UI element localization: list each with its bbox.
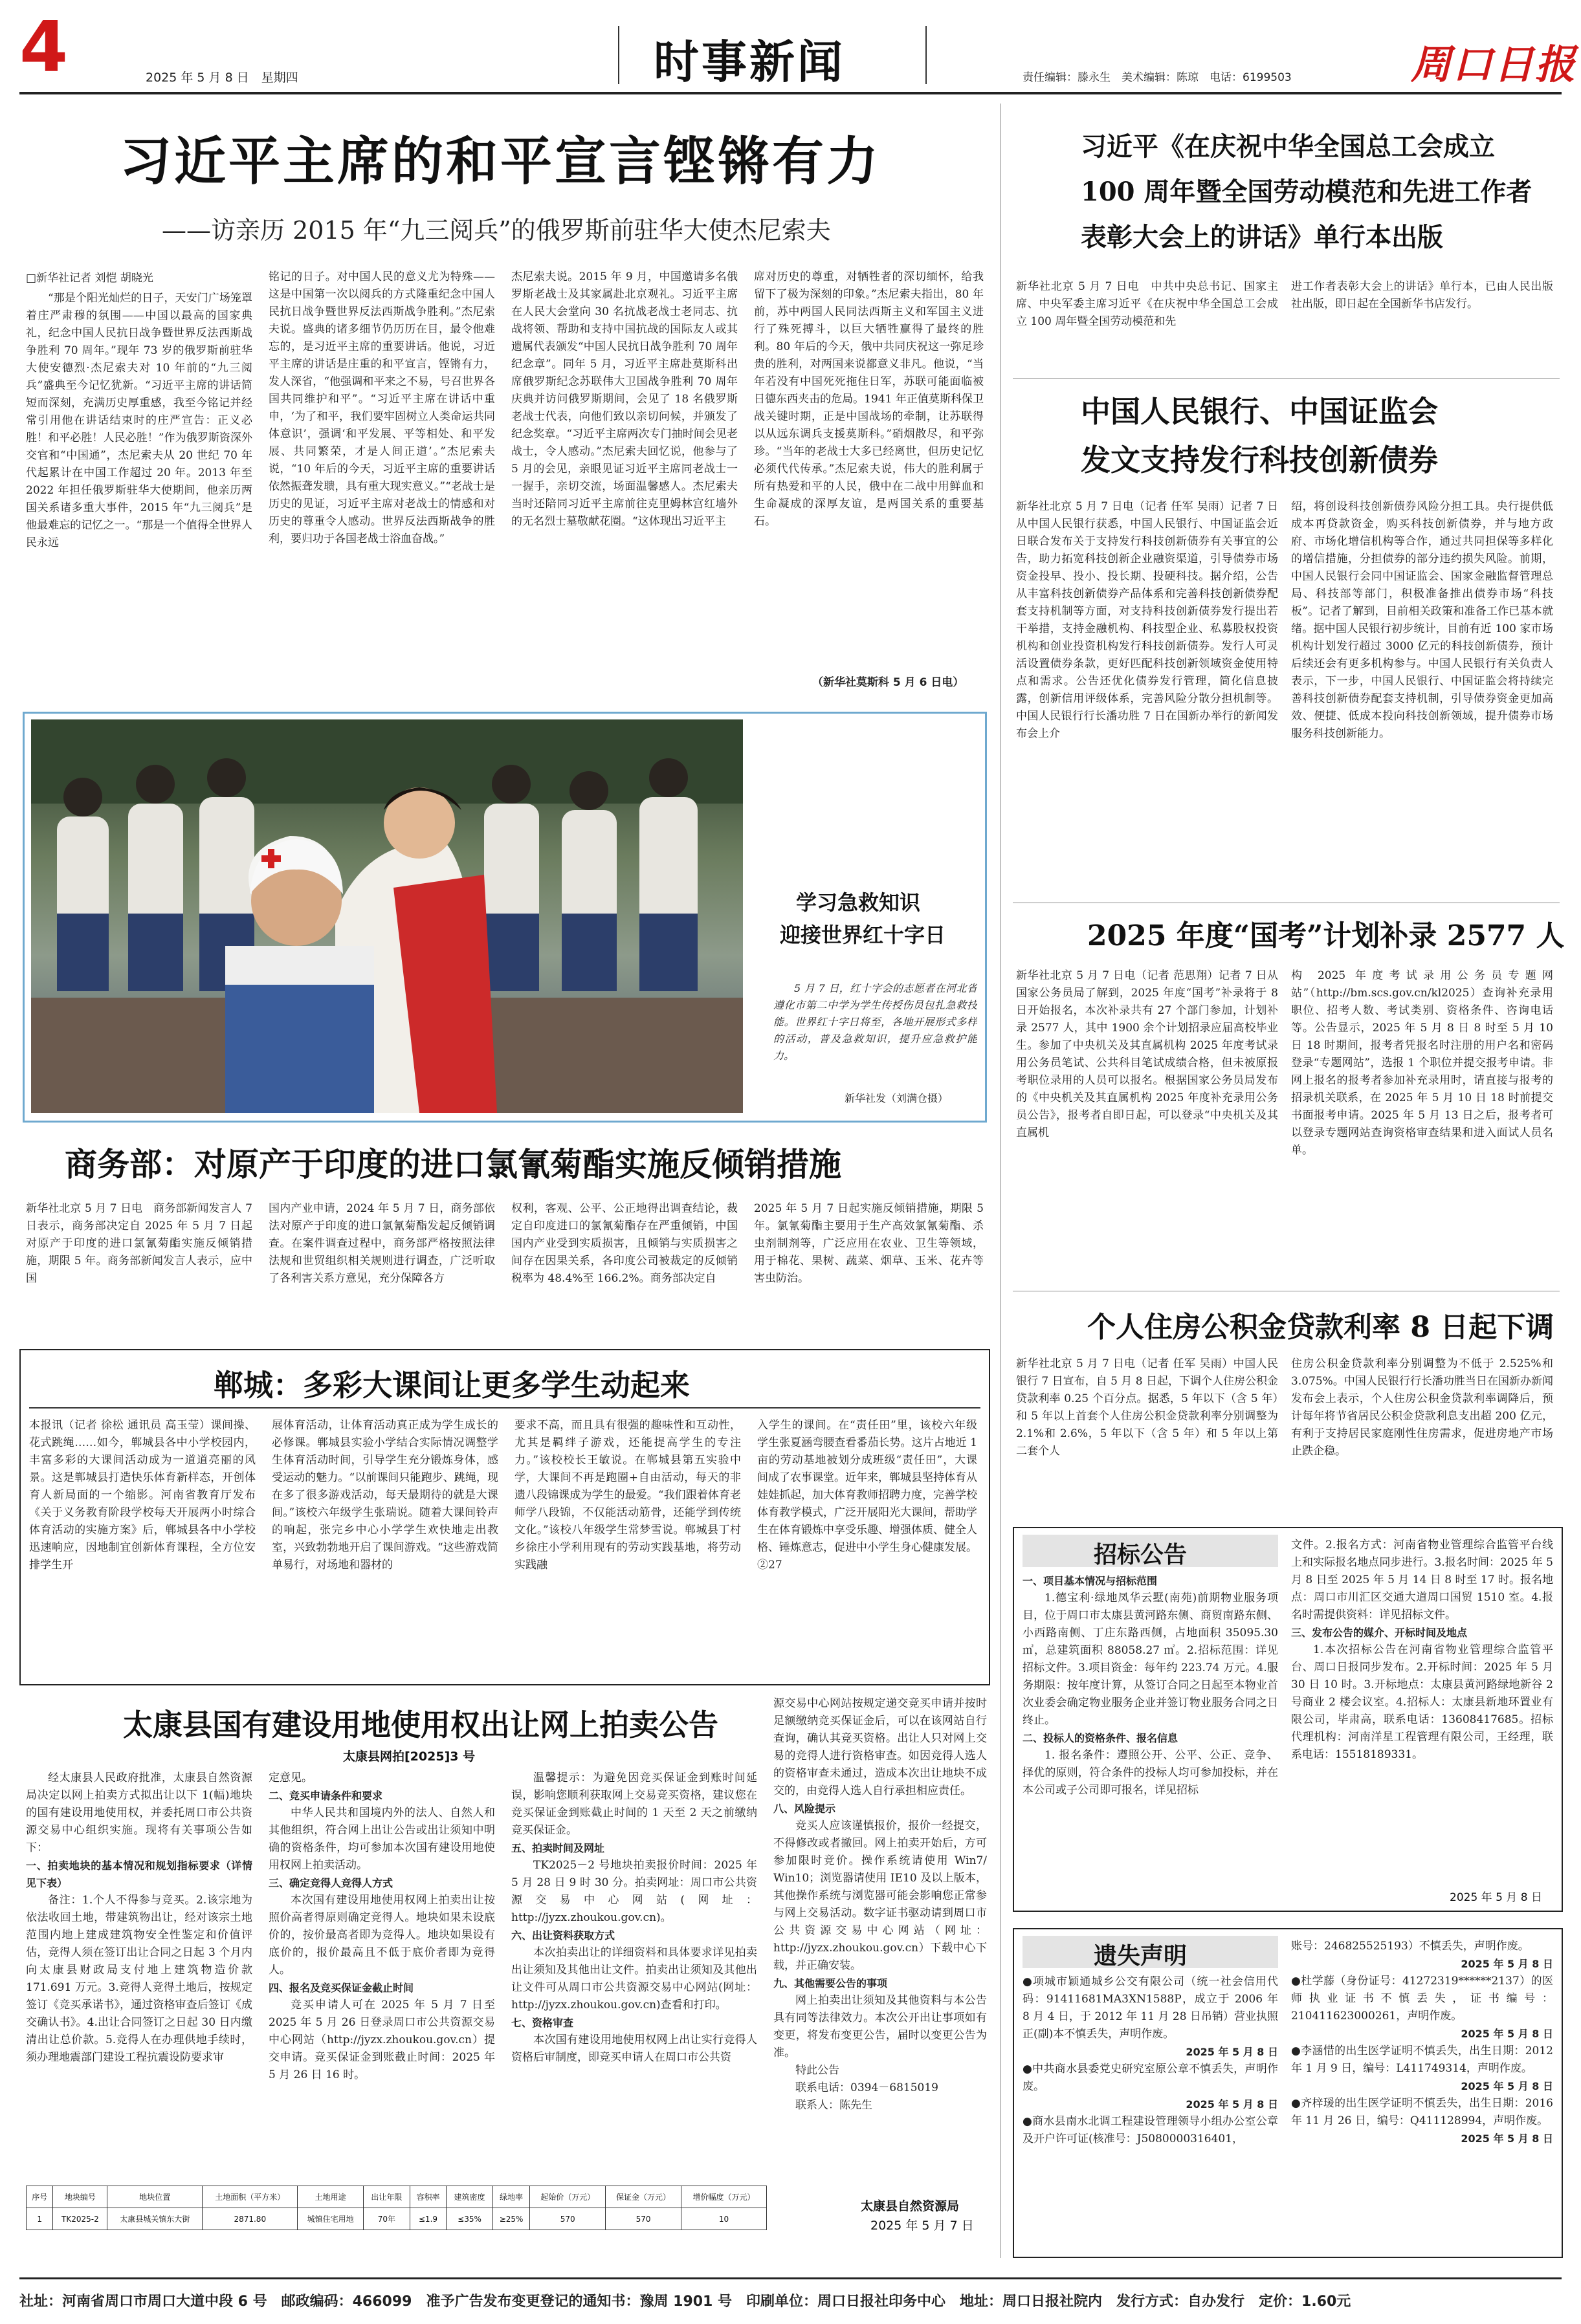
guokao-column: 构 2025 年度考试录用公务员专题网站”（http://bm.scs.gov.cn/kl2025）查询补充录用职位、招考人数、考试类别、资格条件、咨询电话等。公告显示，2025 年 5 月 8 日 8 时至 5 月 10 日 18 时期间，报考者凭报名时注册的用户名和密码登录“专题网站”，选报 1 个职位并提交报考申请。非网上报名的报考者参加补充录用时，请直接与报考的招录机关联系，在 2025 年 5 月 10 日 18 时前提交书面报考申请。2025 年 5 月 13 日之后，报考者可以登录专题网站查询资格审查结果和进入面试人员名单。 xyxy=(1291,969,1553,1157)
auction-heading: 九、其他需要公告的事项 xyxy=(773,1977,888,1990)
tender-date: 2025 年 5 月 8 日 xyxy=(1450,1891,1542,1904)
table-row xyxy=(27,2208,767,2230)
footer-rule xyxy=(19,2277,1562,2279)
lost-item-date: 2025 年 5 月 8 日 xyxy=(1461,2132,1553,2145)
tender-text: 1. 报名条件：遵照公开、公平、公正、竞争、择优的原则，符合条件的投标人均可参加投标，并在本公司或子公司即可报名，详见招标 xyxy=(1023,1749,1278,1797)
fund-column: 住房公积金贷款利率分别调整为不低于 2.525%和 3.075%。中国人民银行行长潘功胜当日在国新办新闻发布会上表示，个人住房公积金贷款利率调降后，预计每年将节省居民公积金贷款利息支出超 200 亿元，有利于支持居民家庭刚性住房需求，促进房地产市场止跌企稳。 xyxy=(1291,1357,1553,1458)
lost-column-left xyxy=(1023,1973,1278,2252)
lost-item: ●齐梓瑗的出生医学证明不慎丢失，出生日期：2016 年 11 月 26 日，编号：Q411128994，声明作废。 xyxy=(1291,2097,1553,2127)
auction-heading: 一、拍卖地块的基本情况和规划指标要求（详情见下表） xyxy=(26,1859,252,1889)
auction-text: TK2025－2 号地块拍卖报价时间：2025 年 5 月 28 日 9 时 30 分。拍卖网址：周口市公共资源交易中心网站(网址：http://jyzx.zhoukou.gov.cn)。 xyxy=(511,1859,757,1924)
lead-column: 杰尼索夫说。2015 年 9 月，中国邀请多名俄罗斯老战士及其家属赴北京观礼。习近平主席在人民大会堂向 30 名抗战老战士老同志、抗战将领、帮助和支持中国抗战的国际友人或其遗属代表颁发“中国人民抗日战争胜利 70 周年纪念章”。同年 5 月，习近平主席赴莫斯科出席俄罗斯纪念苏联伟大卫国战争胜利 70 周年庆典并访问俄罗斯期间，会见了 18 名俄罗斯老战士代表，向他们致以亲切问候，并颁发了纪念奖章。“习近平主席两次专门抽时间会见老战士，令人感动。”杰尼索夫回忆说，他参与了 5 月的会见，亲眼见证习近平主席同老战士一一握手，亲切交流，场面温馨感人。杰尼索夫当时还陪同习近平主席前往克里姆林宫红墙外的无名烈士墓敬献花圈。“这体现出习近平主 xyxy=(511,270,738,528)
lead-column: “那是个阳光灿烂的日子，天安门广场笼罩着庄严肃穆的氛围——中国以最高的国家典礼，纪念中国人民抗日战争暨世界反法西斯战争胜利 70 周年。”现年 73 岁的俄罗斯前驻华大使安德烈·杰尼索夫对 10 年前的“九三阅兵”盛典至今记忆犹新。“习近平主席的讲话简短而深刻，充满历史厚重感，我至今铭记并经常引用他在讲话结束时的庄严宣告：正义必胜！和平必胜！人民必胜！”作为俄罗斯资深外交官和“中国通”，杰尼索夫从 20 世纪 70 年代起累计在中国工作超过 20 年。2013 年至 2022 年担任俄罗斯驻华大使期间，他亲历两国关系诸多重大事件，2015 年“九三阅兵”是他最难忘的记忆之一。“那是一个值得全世界人民永远 xyxy=(26,292,252,549)
auction-heading: 四、报名及竞买保证金截止时间 xyxy=(269,1982,414,1994)
table-header-cell: 容积率 xyxy=(410,2186,447,2208)
dancheng-column: 本报讯（记者 徐松 通讯员 高玉莹）课间操、花式跳绳……如今，郸城县各中小学校园内，丰富多彩的大课间活动成为一道道亮丽的风景。这是郸城县打造快乐体育新样态，开创体育人新局面的一个缩影。河南省教育厅发布《关于义务教育阶段学校每天开展两小时综合体育活动的实施方案》后，郸城县各中小学校迅速响应，因地制宜创新体育课程，全方位安排学生开 xyxy=(29,1419,256,1572)
tender-heading: 三、发布公告的媒介、开标时间及地点 xyxy=(1291,1627,1468,1639)
photo-title: 迎接世界红十字日 xyxy=(780,923,946,947)
section-title: 时事新闻 xyxy=(654,35,845,89)
lost-item: ●商水县南水北调工程建设管理领导小组办公室公章及开户许可证(核准号：J5080000316401， xyxy=(1023,2115,1278,2145)
table-header-cell: 序号 xyxy=(27,2186,53,2208)
table-header-cell: 起始价（万元） xyxy=(530,2186,606,2208)
book-column: 新华社北京 5 月 7 日电 中共中央总书记、国家主席、中央军委主席习近平《在庆祝中华全国总工会成立 100 周年暨全国劳动模范和先 xyxy=(1016,280,1278,328)
guokao-headline: 2025 年度“国考”计划补录 2577 人 xyxy=(1087,919,1565,952)
header-divider xyxy=(618,26,619,84)
auction-heading: 二、竞买申请条件和要求 xyxy=(269,1790,383,1802)
auction-signature: 太康县自然资源局 xyxy=(861,2199,960,2213)
lost-item-date: 2025 年 5 月 8 日 xyxy=(1186,2098,1278,2110)
table-cell: 城镇住宅用地 xyxy=(298,2208,364,2230)
table-cell: ≤1.9 xyxy=(410,2208,447,2230)
auction-headline: 太康县国有建设用地使用权出让网上拍卖公告 xyxy=(123,1707,718,1742)
auction-text: 备注：1.个人不得参与竞买。2.该宗地为依法收回土地，带建筑物出让，经对该宗土地范围内地上建成建筑物安全性鉴定和价值评估，竞得人须在签订出让合同之日起 3 个月内向太康县财政局支付地上建筑物造价款 171.691 万元。3.竞得人竞得土地后，按规定签订《竞买承诺书》，通过资格审查后签订《成交确认书》。4.出让合同签订之日起 30 日内缴清出让总价款。5.竞得人在办理供地手续时，须办理地震部门建设工程抗震设防要求审 xyxy=(26,1894,252,2064)
auction-contact: 联系电话：0394－6815019 xyxy=(795,2081,938,2094)
lead-subtitle: ——访亲历 2015 年“九三阅兵”的俄罗斯前驻华大使杰尼索夫 xyxy=(162,216,831,245)
bank-column: 新华社北京 5 月 7 日电（记者 任军 吴雨）记者 7 日从中国人民银行获悉，中国人民银行、中国证监会近日联合发布关于支持发行科技创新债券有关事宜的公告，助力拓宽科技创新企业融资渠道，引导债券市场资金投早、投小、投长期、投硬科技。据介绍，公告从丰富科技创新债券产品体系和完善科技创新债券配套支持机制等方面，对支持科技创新债券发行提出若干举措，支持金融机构、科技型企业、私募股权投资机构和创业投资机构发行科技创新债券。发行人可灵活设置债券条款，更好匹配科技创新领域资金使用特点和需求。公告还优化债券发行管理，简化信息披露，创新信用评级体系，完善风险分散分担机制等。中国人民银行行长潘功胜 7 日在国新办举行的新闻发布会上介 xyxy=(1016,500,1278,740)
auction-heading: 三、确定竞得人竞得人方式 xyxy=(269,1877,393,1889)
tender-headline: 招标公告 xyxy=(1094,1541,1188,1568)
bank-headline: 发文支持发行科技创新债券 xyxy=(1081,443,1438,477)
commerce-column: 新华社北京 5 月 7 日电 商务部新闻发言人 7 日表示，商务部决定自 2025 年 5 月 7 日起对原产于印度的进口氯氰菊酯实施反倾销措施，期限 5 年。商务部新闻发言人表示，应中国 xyxy=(26,1202,252,1285)
bank-column: 绍，将创设科技创新债券风险分担工具。央行提供低成本再贷款资金，购买科技创新债券，并与地方政府、市场化增信机构等合作，通过共同担保等多样化的增信措施，分担债券的部分违约损失风险。前期，中国人民银行会同中国证监会、国家金融监督管理总局、科技部等部门，积极准备推出债券市场“科技板”。记者了解到，目前相关政策和准备工作已基本就绪。据中国人民银行初步统计，目前有近 100 家市场机构计划发行超过 3000 亿元的科技创新债券，预计后续还会有更多机构参与。中国人民银行有关负责人表示，下一步，中国人民银行、中国证监会将持续完善科技创新债券配套支持机制，引导债券资金更加高效、便捷、低成本投向科技创新领域，提升债券市场服务科技创新能力。 xyxy=(1291,500,1553,740)
auction-text: 中华人民共和国境内外的法人、自然人和其他组织，符合网上出让公告或出让须知中明确的资格条件，均可参加本次国有建设用地使用权网上拍卖活动。 xyxy=(269,1806,495,1872)
auction-text: 网上拍卖出让须知及其他资料与本公告具有同等法律效力。本次公开出让事项如有变更，将发布变更公告，届时以变更公告为准。 xyxy=(773,1994,987,2059)
auction-contact: 联系人：陈先生 xyxy=(795,2099,872,2112)
lost-item: ●杜学藤（身份证号：41272319******2137）的医师执业证书不慎丢失，证书编号：210411623000261，声明作废。 xyxy=(1291,1975,1553,2023)
commerce-column: 2025 年 5 月 7 日起实施反倾销措施，期限 5 年。氯氰菊酯主要用于生产高效氯氰菊酯、杀虫剂制剂等，广泛应用在农业、卫生等领域，用于棉花、果树、蔬菜、烟草、玉米、花卉等害虫防治。 xyxy=(754,1202,984,1285)
auction-text: 定意见。 xyxy=(269,1771,313,1784)
lead-byline: □新华社记者 刘恺 胡晓光 xyxy=(26,272,153,285)
table-cell: 70年 xyxy=(364,2208,410,2230)
auction-heading: 六、出让资料获取方式 xyxy=(511,1929,615,1942)
lost-item-date: 2025 年 5 月 8 日 xyxy=(1186,2046,1278,2058)
table-cell: 570 xyxy=(606,2208,681,2230)
photo-illustration xyxy=(31,719,743,1113)
auction-heading: 五、拍卖时间及网址 xyxy=(511,1842,605,1854)
table-header-cell: 地块位置 xyxy=(107,2186,203,2208)
book-headline: 100 周年暨全国劳动模范和先进工作者 xyxy=(1081,177,1532,207)
tender-text: 文件。2.报名方式：河南省物业管理综合监管平台线上和实际报名地点同步进行。3.报名时间：2025 年 5 月 8 日至 2025 年 5 月 14 日 8 时至 17 时。报名地点：周口市川汇区交通大道周口国贸 1510 室。4.报名时需提供资料：详见招标文件。 xyxy=(1291,1539,1553,1621)
lost-item: 账号：246825525193）不慎丢失，声明作废。 xyxy=(1291,1940,1529,1953)
guokao-column: 新华社北京 5 月 7 日电（记者 范思翔）记者 7 日从国家公务员局了解到，2025 年度“国考”补录将于 8 日开始报名，本次补录共有 27 个部门参加，计划补录 2577 人，其中 1900 余个计划招录应届高校毕业生。参加了中央机关及其直属机构 2025 年度考试录用公务员笔试、公共科目笔试成绩合格，但未被原报考职位录用的人员可以报名。根据国家公务员局发布的《中央机关及其直属机构 2025 年度补充录用公务员公告》，报考者自即日起，可以登录“中央机关及其直属机 xyxy=(1016,969,1278,1139)
table-cell: ≤35% xyxy=(447,2208,493,2230)
table-header-cell: 增价幅度（万元） xyxy=(681,2186,766,2208)
tender-text: 1.德宝利·绿地凤华云墅(南苑)前期物业服务项目，位于周口市太康县黄河路东侧、商贸南路东侧、小西路南侧、丁庄东路西侧，占地面积 35095.30 ㎡，总建筑面积 88058.27 ㎡。2.招标范围：详见招标文件。3.项目资金：每年约 223.74 万元。4.服务期限：按年度计算，从签订合同之日起至本物业首次业委会确定物业服务企业并签订物业服务合同之日终止。 xyxy=(1023,1592,1278,1727)
commerce-column: 权利，客观、公平、公正地得出调查结论，裁定自印度进口的氯氰菊酯存在严重倾销，中国国内产业受到实质损害，且倾销与实质损害之间存在因果关系，各印度公司被裁定的反倾销税率为 48.4%至 166.2%。商务部决定自 xyxy=(511,1202,738,1285)
auction-text: 本次国有建设用地使用权网上出让实行竞得人资格后审制度，即竞买申请人在周口市公共资 xyxy=(511,2034,757,2064)
auction-column xyxy=(511,1770,757,2209)
bank-headline: 中国人民银行、中国证监会 xyxy=(1081,394,1438,429)
dancheng-column: 入学生的课间。在“责任田”里，该校六年级学生张夏涵弯腰查看番茄长势。这片占地近 1 亩的劳动基地被划分成班级“责任田”，大课间成了农事课堂。近年来，郸城县坚持体育从娃娃抓起，加大体育教师招聘力度，完善学校体育教学模式，广泛开展阳光大课间，帮助学生在体育锻炼中享受乐趣、增强体质、健全人格、锤炼意志，促进中小学生身心健康发展。②27 xyxy=(757,1419,977,1572)
lost-item: ●项城市颖通城乡公交有限公司（统一社会信用代码：91411681MA3XN1588P，成立于 2006 年 8 月 4 日，于 2012 年 11 月 28 日吊销）营业执照正(副)本不慎丢失，声明作废。 xyxy=(1023,1975,1278,2041)
section-rule xyxy=(1013,378,1560,379)
lost-column-right xyxy=(1291,1938,1553,2252)
table-cell: TK2025-2 xyxy=(53,2208,107,2230)
auction-column xyxy=(26,1770,252,2209)
table-header-cell: 土地用途 xyxy=(298,2186,364,2208)
table-cell: 2871.80 xyxy=(203,2208,298,2230)
auction-column xyxy=(773,1695,987,2187)
table-header-cell: 地块编号 xyxy=(53,2186,107,2208)
lost-item: ●中共商水县委党史研究室原公章不慎丢失，声明作废。 xyxy=(1023,2063,1278,2093)
dancheng-headline: 郸城：多彩大课间让更多学生动起来 xyxy=(214,1368,690,1403)
book-headline: 习近平《在庆祝中华全国总工会成立 xyxy=(1081,131,1495,162)
table-cell: 1 xyxy=(27,2208,53,2230)
table-header-cell: 出让年限 xyxy=(364,2186,410,2208)
lead-source: （新华社莫斯科 5 月 6 日电） xyxy=(812,676,964,689)
auction-code: 太康县网拍[2025]3 号 xyxy=(343,1749,476,1764)
table-header-cell: 绿地率 xyxy=(492,2186,529,2208)
auction-text: 温馨提示：为避免因竞买保证金到账时间延误，影响您顺利获取网上交易竞买资格，建议您在竞买保证金到账截止时间的 1 天至 2 天之前缴纳竞买保证金。 xyxy=(511,1771,757,1837)
auction-column xyxy=(269,1770,495,2209)
auction-heading: 八、风险提示 xyxy=(773,1803,836,1815)
issue-date: 2025 年 5 月 8 日 星期四 xyxy=(146,71,298,85)
dancheng-column: 展体育活动，让体育活动真正成为学生成长的必修课。郸城县实验小学结合实际情况调整学生体育活动时间，引导学生充分锻炼身体，感受运动的魅力。“以前课间只能跑步、跳绳，现在多了很多游戏活动，每天最期待的就是大课间。”该校六年级学生张瑞说。随着大课间铃声的响起，张完乡中心小学学生欢快地走出教室，兴致勃勃地开启了课间游戏。“这些游戏简单易行，对场地和器材的 xyxy=(272,1419,498,1572)
newspaper-logo: 周口日报 xyxy=(1411,41,1577,88)
fund-column: 新华社北京 5 月 7 日电（记者 任军 吴雨）中国人民银行 7 日宣布，自 5 月 8 日起，下调个人住房公积金贷款利率 0.25 个百分点。据悉，5 年以下（含 5 年）和 5 年以上首套个人住房公积金贷款利率分别调整为 2.1%和 2.6%，5 年以下（含 5 年）和 5 年以上第二套个人 xyxy=(1016,1357,1278,1458)
dancheng-rule xyxy=(29,1407,980,1409)
table-header-cell: 建筑密度 xyxy=(447,2186,493,2208)
news-photo xyxy=(31,719,743,1113)
tender-heading: 一、项目基本情况与招标范围 xyxy=(1023,1575,1158,1587)
auction-table xyxy=(26,2186,767,2230)
lost-item-date: 2025 年 5 月 8 日 xyxy=(1461,2080,1553,2092)
photo-caption: 5 月 7 日，红十字会的志愿者在河北省遵化市第二中学为学生传授伤员包扎急救技能。世界红十字日将至，各地开展形式多样的活动，普及急救知识，提升应急救护能力。 xyxy=(773,982,977,1062)
table-cell: 570 xyxy=(530,2208,606,2230)
table-cell: ≥25% xyxy=(492,2208,529,2230)
lead-column: 铭记的日子。对中国人民的意义尤为特殊——这是中国第一次以阅兵的方式隆重纪念中国人民抗日战争暨世界反法西斯战争胜利。”杰尼索夫说。盛典的诸多细节仍历历在目，最令他难忘的，是习近平主席的重要讲话。他说，习近平主席的讲话是庄重的和平宣言，铿锵有力，发人深省，“他强调和平来之不易，号召世界各国共同维护和平”。“习近平主席在讲话中重申，‘为了和平，我们要牢固树立人类命运共同体意识’，强调‘和平发展、平等相处、和平发展、共同繁荣，才是人间正道’。”杰尼索夫说，“10 年后的今天，习近平主席的重要讲话依然振聋发聩，具有重大现实意义。”“老战士是历史的见证，习近平主席对老战士的情感和对历史的尊重令人感动。世界反法西斯战争的胜利，要归功于各国老战士浴血奋战。” xyxy=(269,270,495,545)
tender-column xyxy=(1023,1572,1278,1902)
book-headline: 表彰大会上的讲话》单行本出版 xyxy=(1081,222,1443,252)
lost-item-date: 2025 年 5 月 8 日 xyxy=(1461,1958,1553,1970)
auction-closing: 特此公告 xyxy=(795,2064,839,2077)
book-column: 进工作者表彰大会上的讲话》单行本，已由人民出版社出版，即日起在全国新华书店发行。 xyxy=(1291,280,1553,311)
lead-headline: 习近平主席的和平宣言铿锵有力 xyxy=(120,131,881,192)
auction-text: 经太康县人民政府批准，太康县自然资源局决定以网上拍卖方式拟出让以下 1(幅)地块的国有建设用地使用权，并委托周口市公共资源交易中心组织实施。现将有关事项公告如下： xyxy=(26,1771,252,1854)
lead-column: 席对历史的尊重，对牺牲者的深切缅怀，给我留下了极为深刻的印象。”杰尼索夫指出，80 年前，苏中两国人民同法西斯主义和军国主义进行了殊死搏斗，以巨大牺牲赢得了最终的胜利。80 年后的今天，俄中共同庆祝这一弥足珍贵的胜利，对两国来说都意义非凡。他说，“当年若没有中国死死拖住日军，苏联可能面临被日德东西夹击的危局。1941 年正值莫斯科保卫战关键时期，正是中国战场的牵制，让苏联得以从远东调兵支援莫斯科。”硝烟散尽，和平弥珍。“当年的老战士大多已经离世，但历史记忆必须代代传承。”杰尼索夫说，伟大的胜利属于所有热爱和平的人民，俄中在二战中用鲜血和生命凝成的深厚友谊，是两国关系的重要基石。 xyxy=(754,270,984,528)
header-divider xyxy=(925,26,927,84)
page-number: 4 xyxy=(19,7,69,88)
tender-column xyxy=(1291,1537,1553,1886)
tender-heading: 二、投标人的资格条件、报名信息 xyxy=(1023,1732,1178,1744)
photo-title: 学习急救知识 xyxy=(796,890,921,915)
auction-text: 源交易中心网站按规定递交竞买申请并按时足额缴纳竞买保证金后，可以在该网站自行查询，确认其竞买资格。出让人只对网上交易的竞得人进行资格审查。如因竞得人选人的资格审查未通过，造成本次出让地块不成交的，由竞得人选人自行承担相应责任。 xyxy=(773,1697,987,1797)
auction-text: 本次国有建设用地使用权网上拍卖出让按照价高者得原则确定竞得人。地块如果未设底价的，按价最高者即为竞得人。地块如果设有底价的，报价最高且不低于底价者即为竞得人。 xyxy=(269,1894,495,1977)
table-cell: 太康县城关镇东大街 xyxy=(107,2208,203,2230)
dancheng-column: 要求不高，而且具有很强的趣味性和互动性，尤其是羁绊子游戏，还能提高学生的专注力。”该校校长王敏说。在郸城县第五实验中学，大课间不再是跑圈+自由活动，每天的非遗八段锦课成为学生的最爱。“我们跟着体育老师学八段锦，不仅能活动筋骨，还能学到传统文化。”该校八年级学生常梦雪说。郸城县丁村乡徐庄小学利用现有的劳动实践基地，将劳动实践融 xyxy=(514,1419,741,1572)
table-header-cell: 土地面积（平方米） xyxy=(203,2186,298,2208)
editors-line: 责任编辑：滕永生 美术编辑：陈琼 电话：6199503 xyxy=(1023,71,1292,84)
footer-info: 社址：河南省周口市周口大道中段 6 号 邮政编码：466099 准予广告发布变更登记的通知书：豫周 1901 号 印刷单位：周口日报社印务中心 地址：周口日报社院内 发行方式：自办发行 定价：1.60元 xyxy=(19,2294,1351,2310)
tender-text: 1.本次招标公告在河南省物业管理综合监管平台、周口日报同步发布。2.开标时间：2025 年 5 月 30 日 10 时。3.开标地点：太康县黄河路绿地新谷 2 号商业 2 楼会议室。4.招标人：太康县新地环置业有限公司，毕肃高，联系电话：13608417685。招标代理机构：河南洋星工程管理有限公司，王经理，联系电话：15518189331。 xyxy=(1291,1643,1553,1761)
auction-date: 2025 年 5 月 7 日 xyxy=(870,2219,974,2233)
lost-headline: 遗失声明 xyxy=(1094,1942,1188,1969)
auction-text: 竞买申请人可在 2025 年 5 月 7 日至 2025 年 5 月 26 日登录周口市公共资源交易中心网站（http://jyzx.zhoukou.gov.cn）提交申请。竞买保证金到账截止时间：2025 年 5 月 26 日 16 时。 xyxy=(269,1999,495,2081)
lost-item-date: 2025 年 5 月 8 日 xyxy=(1461,2028,1553,2040)
photo-credit: 新华社发（刘满仓摄） xyxy=(845,1092,949,1104)
fund-headline: 个人住房公积金贷款利率 8 日起下调 xyxy=(1087,1311,1554,1344)
table-cell: 10 xyxy=(681,2208,766,2230)
commerce-headline: 商务部：对原产于印度的进口氯氰菊酯实施反倾销措施 xyxy=(65,1145,841,1183)
table-header-row xyxy=(27,2186,767,2208)
column-divider xyxy=(1000,104,1001,2258)
auction-text: 竞买人应该谨慎报价，报价一经提交，不得修改或者撤回。网上拍卖开始后，方可参加限时竞价。操作系统请使用 Win7/ Win10；浏览器请使用 IE10 及以上版本，其他操作系统与浏览器可能会影响您正常参与网上交易活动。数字证书驱动请到周口市公共资源交易中心网站（网址：http://jyzx.zhoukou.gov.cn）下载中心下载，并正确安装。 xyxy=(773,1819,987,1972)
table-header-cell: 保证金（万元） xyxy=(606,2186,681,2208)
auction-text: 本次拍卖出让的详细资料和具体要求详见拍卖出让须知及其他出让文件。拍卖出让须知及其他出让文件可从周口市公共资源交易中心网站(网址：http://jyzx.zhoukou.gov.cn)查看和打印。 xyxy=(511,1946,757,2012)
header-rule xyxy=(19,92,1562,94)
lost-item: ●李涵惜的出生医学证明不慎丢失，出生日期：2012 年 1 月 9 日，编号：L411749314，声明作废。 xyxy=(1291,2044,1553,2075)
commerce-column: 国内产业申请，2024 年 5 月 7 日，商务部依法对原产于印度的进口氯氰菊酯发起反倾销调查。在案件调查过程中，商务部严格按照法律法规和世贸组织相关规则进行调查，广泛听取了各利害关系方意见，充分保障各方 xyxy=(269,1202,495,1285)
auction-heading: 七、资格审查 xyxy=(511,2017,574,2029)
